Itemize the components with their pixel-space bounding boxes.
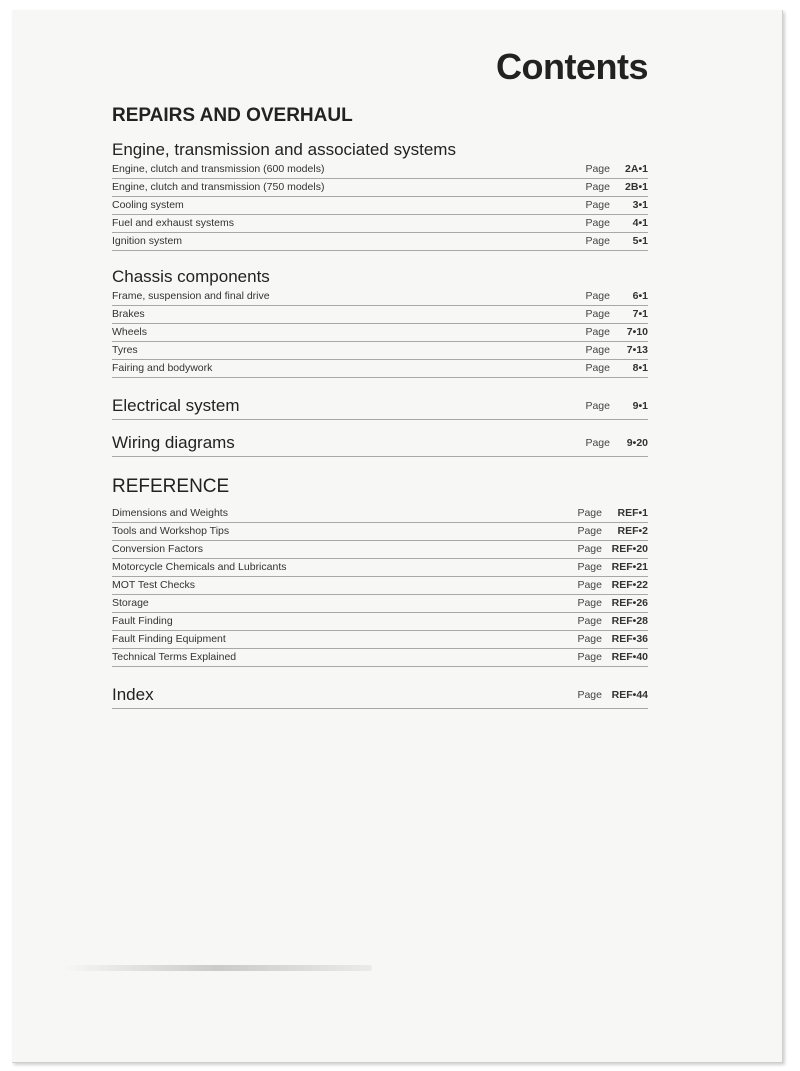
page-number: REF•1 xyxy=(617,507,648,519)
toc-entry-label: MOT Test Checks xyxy=(112,579,196,591)
page-number: 3•1 xyxy=(632,199,648,211)
page-number: 7•13 xyxy=(626,344,648,356)
page-word: Page xyxy=(577,651,602,663)
toc-entry-electrical[interactable] xyxy=(112,393,648,420)
toc-entry-label: Fault Finding Equipment xyxy=(112,633,226,645)
page-word: Page xyxy=(577,615,602,627)
page-word: Page xyxy=(585,326,610,338)
toc-entry[interactable] xyxy=(112,558,648,577)
toc-entry-label: Storage xyxy=(112,597,149,609)
toc-entry-label: Technical Terms Explained xyxy=(112,651,237,663)
toc-entry-label: Ignition system xyxy=(112,235,183,247)
page-word: Page xyxy=(577,579,602,591)
page-number: 7•1 xyxy=(632,308,648,320)
page-word: Page xyxy=(577,543,602,555)
page-number: 5•1 xyxy=(632,235,648,247)
page-number: 9•20 xyxy=(626,437,648,449)
page-word: Page xyxy=(585,217,610,229)
toc-entry-label: Wiring diagrams xyxy=(112,433,235,452)
repairs-heading: REPAIRS AND OVERHAUL xyxy=(112,105,353,126)
toc-entry-wiring[interactable] xyxy=(112,430,648,457)
page-word: Page xyxy=(585,400,610,412)
engine-group-heading: Engine, transmission and associated systems xyxy=(112,140,456,159)
chassis-group-heading: Chassis components xyxy=(112,267,270,286)
page-word: Page xyxy=(585,199,610,211)
toc-entry[interactable] xyxy=(112,504,648,523)
reference-heading: REFERENCE xyxy=(112,476,230,497)
toc-entry[interactable] xyxy=(112,576,648,595)
page-word: Page xyxy=(585,308,610,320)
page-word: Page xyxy=(585,181,610,193)
toc-entry[interactable] xyxy=(112,612,648,631)
toc-entry-label: Cooling system xyxy=(112,199,184,211)
page-number: 7•10 xyxy=(626,326,648,338)
toc-entry[interactable] xyxy=(112,341,648,360)
page-word: Page xyxy=(577,561,602,573)
page-number: 9•1 xyxy=(632,400,648,412)
page-word: Page xyxy=(585,437,610,449)
scan-smudge xyxy=(62,965,372,971)
page-number: REF•20 xyxy=(611,543,648,555)
page-number: 8•1 xyxy=(632,362,648,374)
page-word: Page xyxy=(577,507,602,519)
page-word: Page xyxy=(585,362,610,374)
toc-entry[interactable] xyxy=(112,648,648,667)
page-word: Page xyxy=(585,235,610,247)
toc-entry[interactable] xyxy=(112,522,648,541)
toc-entry[interactable] xyxy=(112,359,648,378)
page-number: REF•36 xyxy=(611,633,648,645)
toc-entry[interactable] xyxy=(112,305,648,324)
page-title: Contents xyxy=(496,46,648,87)
toc-entry[interactable] xyxy=(112,594,648,613)
page-number: REF•2 xyxy=(617,525,648,537)
page-word: Page xyxy=(585,290,610,302)
page-number: REF•26 xyxy=(611,597,648,609)
page-word: Page xyxy=(585,163,610,175)
toc-entry-label: Electrical system xyxy=(112,396,240,415)
toc-entry-label: Fault Finding xyxy=(112,615,173,627)
page-word: Page xyxy=(577,633,602,645)
toc-entry[interactable] xyxy=(112,287,648,306)
toc-entry-index[interactable] xyxy=(112,682,648,709)
page-number: REF•44 xyxy=(611,689,648,701)
toc-entry-label: Brakes xyxy=(112,308,145,320)
toc-entry[interactable] xyxy=(112,540,648,559)
toc-entry-label: Fairing and bodywork xyxy=(112,362,213,374)
page-number: REF•21 xyxy=(611,561,648,573)
page-number: REF•22 xyxy=(611,579,648,591)
toc-entry-label: Engine, clutch and transmission (600 models) xyxy=(112,163,325,175)
toc-entry-label: Index xyxy=(112,685,154,704)
page-word: Page xyxy=(577,597,602,609)
toc-entry-label: Wheels xyxy=(112,326,148,338)
page-number: REF•40 xyxy=(611,651,648,663)
toc-entry[interactable] xyxy=(112,630,648,649)
page-number: 2B•1 xyxy=(625,181,648,193)
page-number: 6•1 xyxy=(632,290,648,302)
toc-entry-label: Frame, suspension and final drive xyxy=(112,290,270,302)
toc-entry[interactable] xyxy=(112,196,648,215)
toc-entry[interactable] xyxy=(112,232,648,251)
page-number: 4•1 xyxy=(632,217,648,229)
toc-entry-label: Tools and Workshop Tips xyxy=(112,525,230,537)
toc-entry-label: Motorcycle Chemicals and Lubricants xyxy=(112,561,287,573)
toc-entry[interactable] xyxy=(112,160,648,179)
toc-entry[interactable] xyxy=(112,323,648,342)
toc-entry[interactable] xyxy=(112,214,648,233)
toc-entry-label: Dimensions and Weights xyxy=(112,507,228,519)
page-word: Page xyxy=(577,689,602,701)
page-number: 2A•1 xyxy=(625,163,648,175)
toc-entry-label: Fuel and exhaust systems xyxy=(112,217,234,229)
page-word: Page xyxy=(577,525,602,537)
toc-entry[interactable] xyxy=(112,178,648,197)
page-number: REF•28 xyxy=(611,615,648,627)
toc-entry-label: Conversion Factors xyxy=(112,543,204,555)
toc-entry-label: Tyres xyxy=(112,344,138,356)
page-word: Page xyxy=(585,344,610,356)
toc-entry-label: Engine, clutch and transmission (750 models) xyxy=(112,181,325,193)
